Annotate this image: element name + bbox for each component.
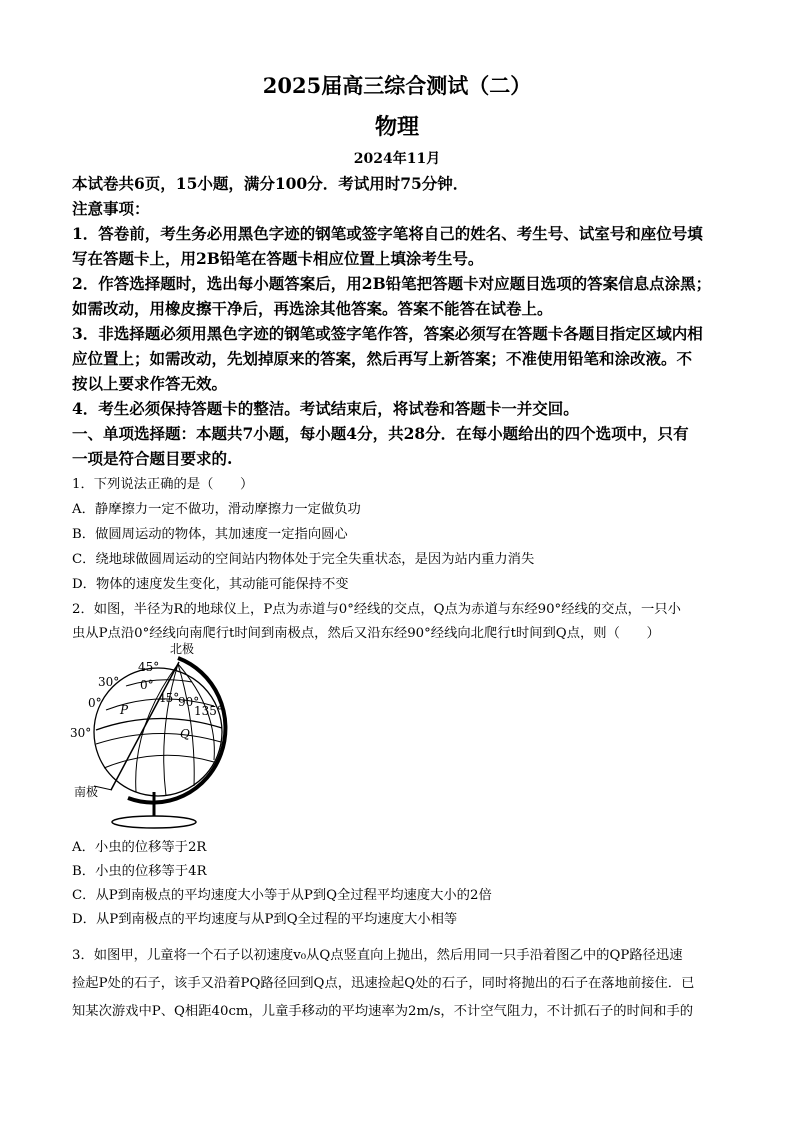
question-3-stem: 3．如图甲，儿童将一个石子以初速度v₀从Q点竖直向上抛出，然后用同一只手沿着图乙中的QP路径迅速: [72, 948, 683, 963]
equator-line: [96, 718, 222, 730]
globe-diagram: [66, 640, 246, 830]
question-1-option-c: C．绕地球做圆周运动的空间站内物体处于完全失重状态，是因为站内重力消失: [72, 552, 535, 567]
longitude-45-label: 45°: [158, 691, 180, 705]
exam-title: 2025届高三综合测试（二）: [262, 73, 532, 98]
note-line: 3．非选择题必须用黑色字迹的钢笔或签字笔作答，答案必须写在答题卡各题目指定区域内相: [72, 324, 703, 343]
exam-info: 本试卷共6页，15小题，满分100分．考试用时75分钟．: [72, 174, 469, 193]
question-3-stem: 知某次游戏中P、Q相距40cm，儿童手移动的平均速率为2m/s，不计空气阻力，不计抓石子的时间和手的: [72, 1004, 694, 1019]
notes-heading: 注意事项：: [72, 199, 150, 218]
question-1-option-b: B．做圆周运动的物体，其加速度一定指向圆心: [72, 527, 348, 542]
note-line: 应位置上；如需改动，先划掉原来的答案，然后再写上新答案；不准使用铅笔和涂改液。不: [72, 349, 693, 368]
note-line: 写在答题卡上，用2B铅笔在答题卡相应位置上填涂考生号。: [72, 249, 484, 268]
question-1-stem: 1．下列说法正确的是（ ）: [72, 477, 254, 492]
point-p-label: P: [120, 703, 129, 717]
point-q-label: Q: [180, 727, 190, 741]
question-1-option-d: D．物体的速度发生变化，其动能可能保持不变: [72, 577, 349, 592]
note-line: 如需改动，用橡皮擦干净后，再选涂其他答案。答案不能答在试卷上。: [72, 299, 553, 318]
exam-date: 2024年11月: [353, 151, 441, 167]
globe-figure: [66, 640, 246, 830]
question-2-option-b: B．小虫的位移等于4R: [72, 864, 207, 879]
latitude-30-bottom-label: 30°: [70, 726, 92, 740]
question-1-option-a: A．静摩擦力一定不做功，滑动摩擦力一定做负功: [72, 502, 361, 517]
latitude-0-label: 0°: [88, 696, 102, 710]
latitude-45-label: 45°: [138, 660, 160, 674]
note-line: 2．作答选择题时，选出每小题答案后，用2B铅笔把答题卡对应题目选项的答案信息点涂黑；: [72, 274, 712, 293]
south-pole-label: 南极: [74, 785, 99, 799]
question-2-stem: 2．如图，半径为R的地球仪上，P点为赤道与0°经线的交点，Q点为赤道与东经90°经线的交点，一只小: [72, 602, 681, 617]
longitude-line-45: [164, 664, 178, 796]
section-heading: 一、单项选择题：本题共7小题，每小题4分，共28分．在每小题给出的四个选项中，只有: [72, 424, 689, 443]
latitude-line-eq-lower: [96, 733, 221, 744]
note-line: 按以上要求作答无效。: [72, 374, 228, 393]
question-2-option-a: A．小虫的位移等于2R: [72, 840, 207, 855]
question-3-stem: 捡起P处的石子，该手又沿着PQ路径回到Q点，迅速捡起Q处的石子，同时将抛出的石子在落地前接住．已: [72, 976, 695, 991]
subject-title: 物理: [374, 114, 419, 140]
note-line: 4．考生必须保持答题卡的整洁。考试结束后，将试卷和答题卡一并交回。: [72, 399, 579, 418]
question-2-stem: 虫从P点沿0°经线向南爬行t时间到南极点，然后又沿东经90°经线向北爬行t时间到Q点，则（ ）: [72, 626, 660, 641]
longitude-135-label: 135°: [194, 704, 223, 718]
longitude-0-label-a: 0°: [140, 678, 154, 692]
question-2-option-c: C．从P到南极点的平均速度大小等于从P到Q全过程平均速度大小的2倍: [72, 888, 492, 903]
latitude-line-30s: [104, 755, 214, 768]
north-pole-label: 北极: [170, 642, 195, 656]
section-heading: 一项是符合题目要求的.: [72, 449, 233, 468]
globe-stand-base: [112, 816, 196, 828]
latitude-30-top-label: 30°: [98, 675, 120, 689]
note-line: 1．答卷前，考生务必用黑色字迹的钢笔或签字笔将自己的姓名、考生号、试室号和座位号填: [72, 224, 703, 243]
question-2-option-d: D．从P到南极点的平均速度与从P到Q全过程的平均速度大小相等: [72, 912, 458, 927]
longitude-90-label: 90°: [178, 695, 200, 709]
